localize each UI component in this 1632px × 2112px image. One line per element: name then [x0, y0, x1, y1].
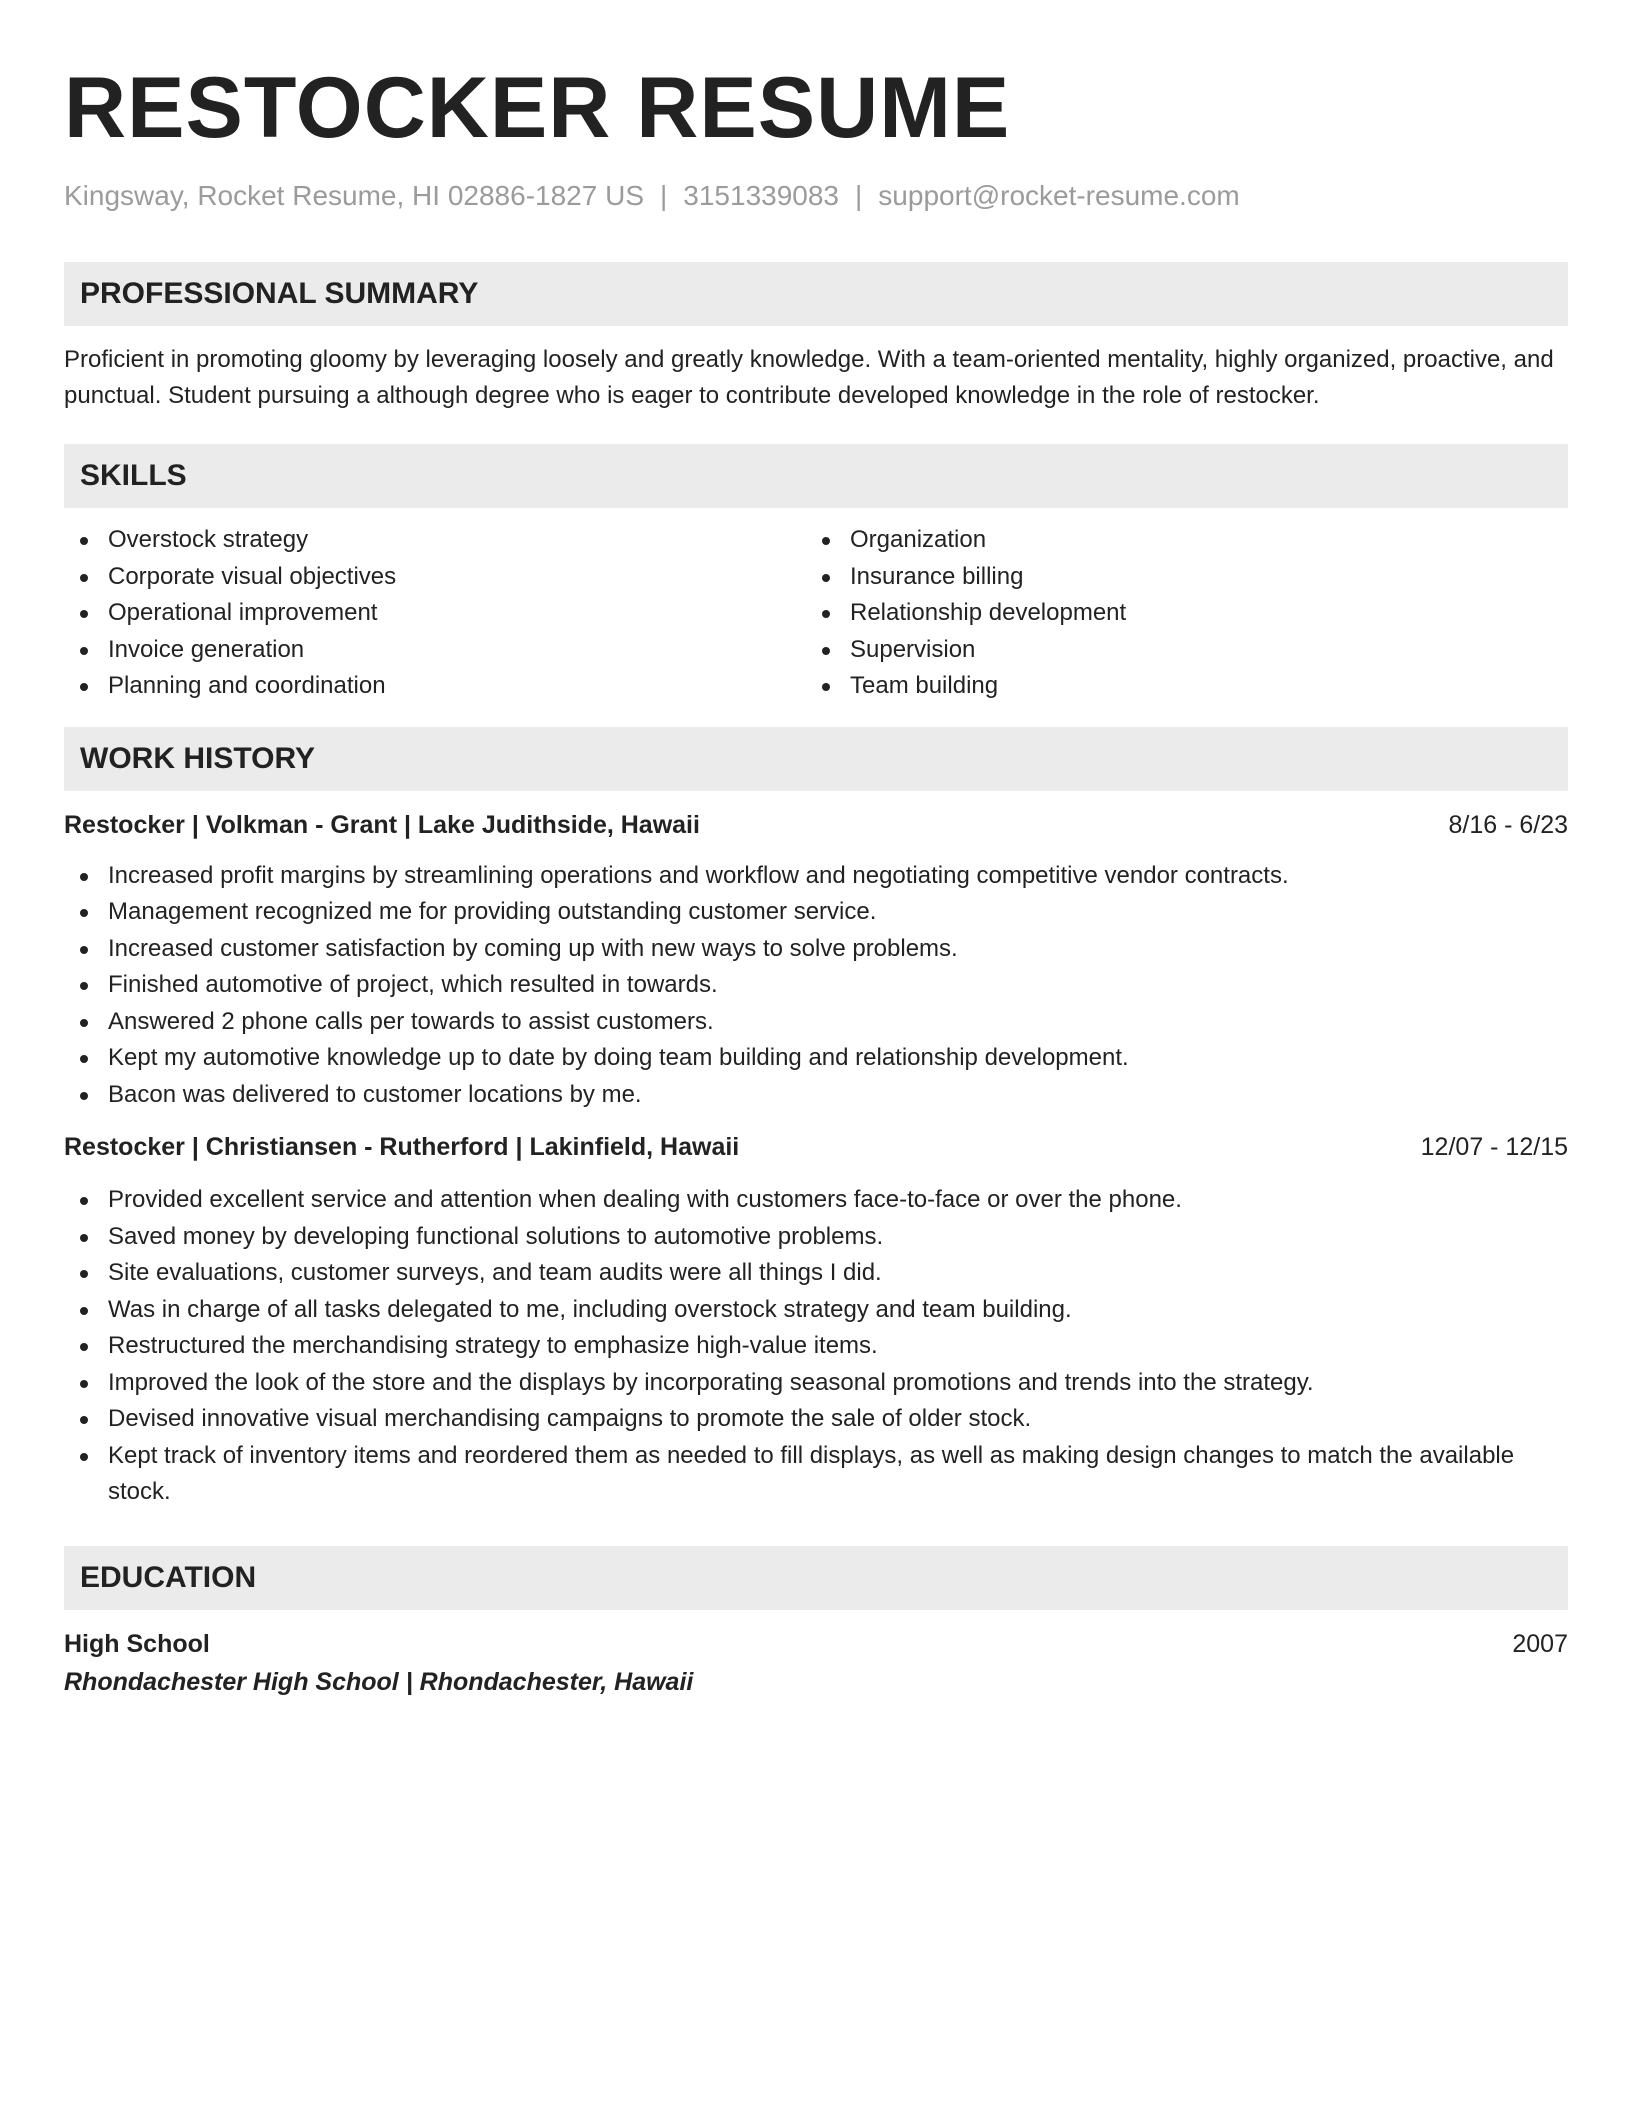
summary-text: Proficient in promoting gloomy by leveraging loosely and greatly knowledge. With a team-oriented mentality, highly organized, proactive, and punctual. Student pursuing a although degree who is eager to contribute developed knowledge in the role of restocker. — [64, 346, 1554, 409]
skill-item: Organization — [806, 522, 1548, 559]
job-duty: Finished automotive of project, which resulted in towards. — [64, 967, 1568, 1004]
job-title: Restocker | Christiansen - Rutherford | Lakinfield, Hawaii — [64, 1133, 740, 1161]
job-dates: 12/07 - 12/15 — [1420, 1133, 1568, 1161]
skill-item: Operational improvement — [64, 595, 806, 632]
job-entry-header — [64, 1129, 1568, 1165]
skills-list — [64, 522, 1568, 705]
job-duty: Kept track of inventory items and reordered them as needed to fill displays, as well as making design changes to match the available stock. — [64, 1438, 1568, 1511]
job-duty: Answered 2 phone calls per towards to assist customers. — [64, 1004, 1568, 1041]
contact-line — [64, 178, 1568, 214]
skills-column-right — [806, 522, 1548, 705]
job-duty: Devised innovative visual merchandising campaigns to promote the sale of older stock. — [64, 1401, 1568, 1438]
skill-item: Corporate visual objectives — [64, 559, 806, 596]
job-dates: 8/16 - 6/23 — [1448, 810, 1568, 839]
job-duty: Saved money by developing functional solutions to automotive problems. — [64, 1219, 1568, 1256]
job-entry-header — [64, 807, 1568, 843]
job-duty: Site evaluations, customer surveys, and team audits were all things I did. — [64, 1255, 1568, 1292]
job-duty: Kept my automotive knowledge up to date by doing team building and relationship development. — [64, 1040, 1568, 1077]
section-header-skills: SKILLS — [64, 444, 1568, 508]
skill-item: Overstock strategy — [64, 522, 806, 559]
job-duty: Bacon was delivered to customer locations by me. — [64, 1077, 1568, 1114]
job-duty: Increased profit margins by streamlining operations and workflow and negotiating competitive vendor contracts. — [64, 858, 1568, 895]
contact-phone: 3151339083 — [683, 180, 840, 211]
contact-separator: | — [660, 180, 668, 211]
skill-item: Invoice generation — [64, 632, 806, 669]
job-duty: Increased customer satisfaction by coming up with new ways to solve problems. — [64, 931, 1568, 968]
job-duty: Restructured the merchandising strategy to emphasize high-value items. — [64, 1328, 1568, 1365]
skill-item: Insurance billing — [806, 559, 1548, 596]
job-duty: Provided excellent service and attention when dealing with customers face-to-face or over the phone. — [64, 1182, 1568, 1219]
education-degree: High School — [64, 1629, 210, 1658]
education-school: Rhondachester High School | Rhondachester, Hawaii — [64, 1667, 694, 1696]
skill-item: Planning and coordination — [64, 668, 806, 705]
skills-column-left — [64, 522, 806, 705]
contact-address: Kingsway, Rocket Resume, HI 02886-1827 US — [64, 180, 644, 211]
contact-separator: | — [855, 180, 863, 211]
job-duty: Improved the look of the store and the displays by incorporating seasonal promotions and trends into the strategy. — [64, 1365, 1568, 1402]
skill-item: Relationship development — [806, 595, 1548, 632]
section-header-education: EDUCATION — [64, 1546, 1568, 1610]
job-duties-list — [64, 858, 1568, 1114]
skill-item: Supervision — [806, 632, 1548, 669]
education-entry-header — [64, 1626, 1568, 1662]
section-header-summary: PROFESSIONAL SUMMARY — [64, 262, 1568, 326]
resume-title: RESTOCKER RESUME — [64, 60, 1011, 156]
contact-email: support@rocket-resume.com — [878, 180, 1240, 211]
section-header-work-history: WORK HISTORY — [64, 727, 1568, 791]
job-duties-list — [64, 1182, 1568, 1511]
job-duty: Management recognized me for providing outstanding customer service. — [64, 894, 1568, 931]
job-duty: Was in charge of all tasks delegated to me, including overstock strategy and team building. — [64, 1292, 1568, 1329]
job-title: Restocker | Volkman - Grant | Lake Judithside, Hawaii — [64, 810, 700, 839]
skill-item: Team building — [806, 668, 1548, 705]
education-year: 2007 — [1512, 1629, 1568, 1658]
